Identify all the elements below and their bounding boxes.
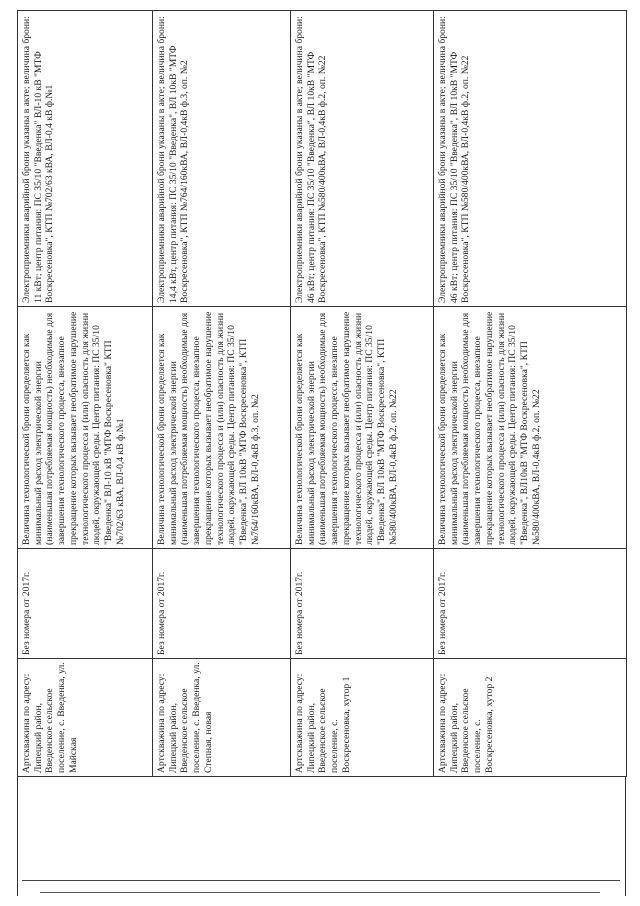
tech-reserve-cell: Величина технологической брони определяется как минимальный расход электрической энергии (наименьшая потребляемая мощность) необходимые для завершения технологического процесса, внезапное прекращение которых вызывает необратимое нарушение технологического процесса и (или) опасность для жизни людей, окружающей среды. Центр питания: ПС 35/10 "Введенка", ВЛ 10кВ "МТФ Воскресеновка", КТП №764/160кВА, ВЛ-0,4кВ ф.3, оп. №2 [153,306,291,548]
emergency-reserve-cell: Электроприемники аварийной брони указаны в акте; величина брони: 46 кВт; центр питания: ПС 35/10 "Введенка", ВЛ 10кВ "МТФ Воскресеновка", КТП №580/400кВА, ВЛ-0,4кВ ф.2, оп. №22 [434,10,627,306]
emergency-reserve-cell: Электроприемники аварийной брони указаны в акте; величина брони: 11 кВт; центр питания: ПС 35/10 "Введенка" ВЛ-10 кВ "МТФ Воскресеновка", КТП №702/63 кВА, ВЛ-0,4 кВ ф.№1 [18,10,153,306]
table-edge-line [17,777,18,896]
object-cell: Артскважина по адресу: Липецкий район, Введенское сельское поселение, с. Воскресеновка, хутор 1 [291,658,434,776]
number-cell: Без номера от 2017г. [291,548,434,658]
tech-reserve-cell: Величина технологической брони определяется как минимальный расход электрической энергии (наименьшая потребляемая мощность) необходимые для завершения технологического процесса, внезапное прекращение которых вызывает необратимое нарушение технологического процесса и (или) опасность для жизни людей, окружающей среды. Центр питания: ПС 35/10 "Введенка" ВЛ-10 кВ "МТФ Воскресеновка" КТП №702/63 кВА, ВЛ-0,4 кВ ф.№1 [18,306,153,548]
object-cell: Артскважина по адресу: Липецкий район, Введенское сельское поселение, с. Воскресеновка, хутор 2 [434,658,627,776]
reserve-table [17,10,627,777]
number-cell: Без номера от 2017г. [153,548,291,658]
page-margin-line [22,880,620,881]
emergency-reserve-cell: Электроприемники аварийной брони указаны в акте; величина брони: 46 кВт; центр питания: ПС 35/10 "Введенка", ВЛ 10кВ "МТФ Воскресеновка", КТП №580/400кВА, ВЛ-0,4кВ ф.2, оп. №22 [291,10,434,306]
object-cell: Артскважина по адресу: Липецкий район, Введенское сельское поселение, с. Введенка, ул. Степная, новая [153,658,291,776]
table-edge-line [625,777,626,896]
number-cell: Без номера от 2017г. [434,548,627,658]
tech-reserve-cell: Величина технологической брони определяется как минимальный расход электрической энергии (наименьшая потребляемая мощность) необходимые для завершения технологического процесса, внезапное прекращение которых вызывает необратимое нарушение технологического процесса и (или) опасность для жизни людей, окружающей среды. Центр питания: ПС 35/10 "Введенка", ВЛ10кВ "МТФ Воскресеновка", КТП №580/400кВА, ВЛ-0,4кВ ф.2, оп. №22 [434,306,627,548]
number-cell: Без номера от 2017г. [18,548,153,658]
tech-reserve-cell: Величина технологической брони определяется как минимальный расход электрической энергии (наименьшая потребляемая мощность) необходимые для завершения технологического процесса, внезапное прекращение которых вызывает необратимое нарушение технологического процесса и (или) опасность для жизни людей, окружающей среды. Центр питания: ПС 35/10 "Введенка", ВЛ 10кВ "МТФ Воскресеновка", КТП №580/400кВА, ВЛ-0,4кВ ф.2, оп. №22 [291,306,434,548]
object-cell: Артскважина по адресу: Липецкий район, Введенское сельское поселение, с. Введенка, ул. Майская [18,658,153,776]
page-margin-line [40,892,600,893]
emergency-reserve-cell: Электроприемники аварийной брони указаны в акте; величина брони: 14,4 кВт, центр питания: ПС 35/10 "Введенка", ВЛ 10кВ "МТФ Воскресеновка", КТП №764/160кВА, ВЛ-0,4кВ ф.3, оп. №2 [153,10,291,306]
